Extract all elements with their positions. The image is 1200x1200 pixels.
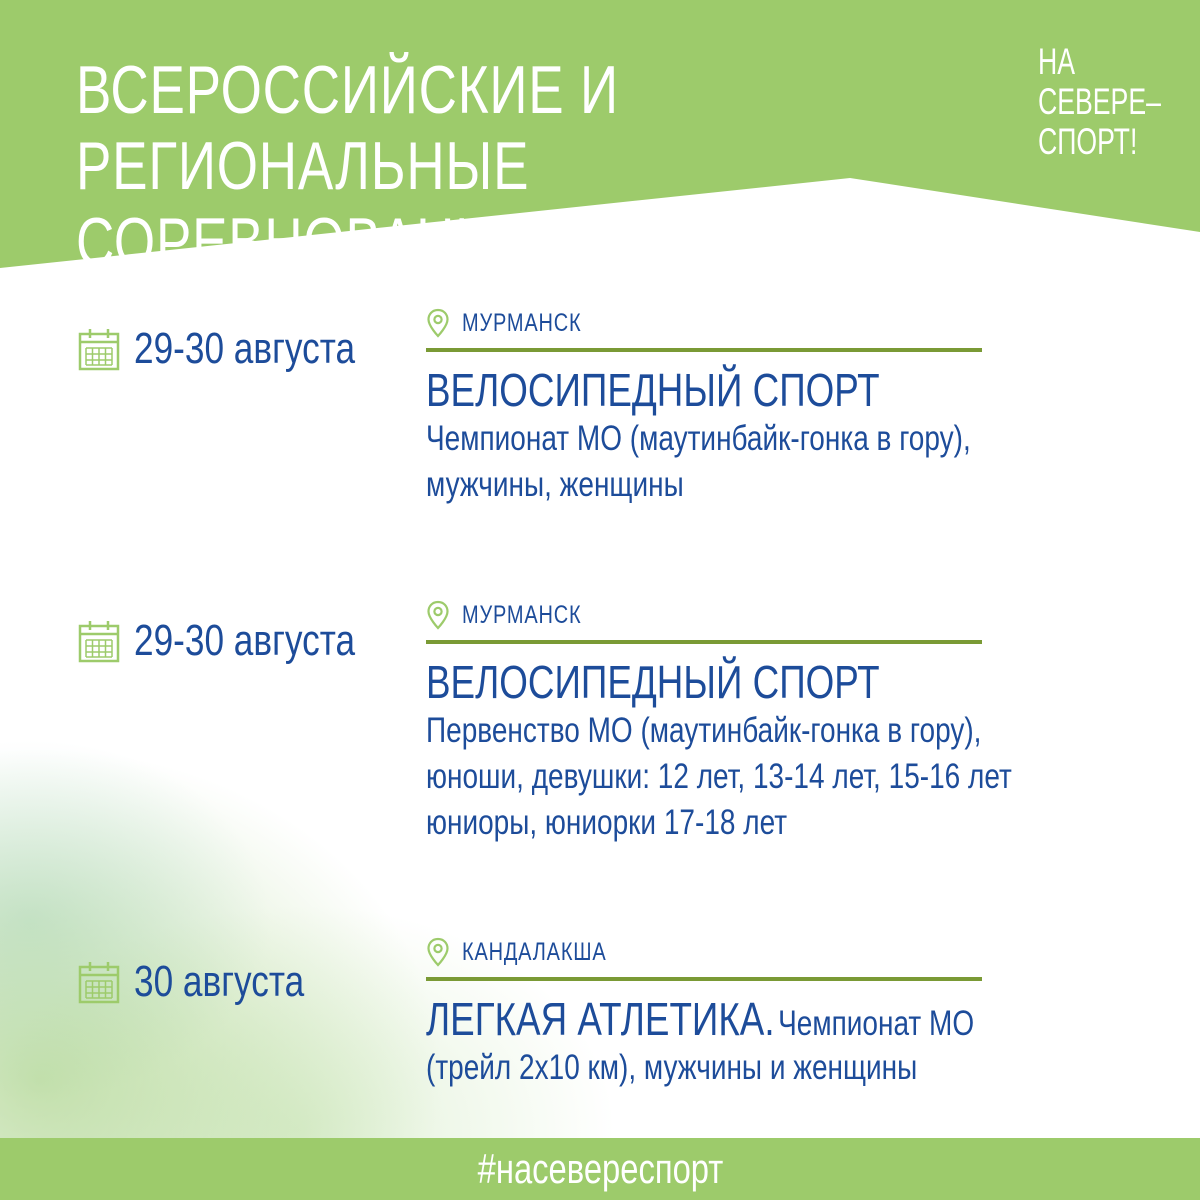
brand-logo-line-3: СПОРТ! bbox=[1038, 121, 1138, 162]
page-title-line-1: ВСЕРОССИЙСКИЕ И РЕГИОНАЛЬНЫЕ bbox=[76, 52, 619, 204]
event-details bbox=[426, 708, 1012, 846]
event-details-line: Первенство МО (маутинбайк-гонка в гору), bbox=[426, 711, 982, 750]
event-location-text: МУРМАНСК bbox=[462, 600, 582, 629]
event-location bbox=[426, 935, 1066, 969]
event-date-text: 29-30 августа bbox=[134, 616, 356, 665]
event-details-line: мужчины, женщины bbox=[426, 465, 684, 504]
calendar-icon bbox=[78, 619, 120, 663]
location-pin-icon bbox=[426, 600, 450, 630]
event-details-line: (трейл 2х10 км), мужчины и женщины bbox=[426, 1048, 918, 1087]
event-details-line: юниоры, юниорки 17-18 лет bbox=[426, 803, 788, 842]
event-location bbox=[426, 598, 1066, 632]
footer-hashtag: #насевереспорт bbox=[477, 1145, 723, 1192]
location-pin-icon bbox=[426, 308, 450, 338]
event-sport: ВЕЛОСИПЕДНЫЙ СПОРТ bbox=[426, 656, 880, 708]
page-title-line-2: СОРЕВНОВАНИЯ bbox=[76, 204, 534, 280]
calendar-icon bbox=[78, 960, 120, 1004]
event-date bbox=[78, 324, 410, 374]
brand-logo-line-1: НА bbox=[1038, 41, 1076, 82]
calendar-icon bbox=[78, 327, 120, 371]
divider bbox=[426, 977, 982, 981]
event-sport: ЛЕГКАЯ АТЛЕТИКА. bbox=[426, 993, 775, 1045]
event-details-line: Чемпионат МО (маутинбайк-гонка в гору), bbox=[426, 419, 971, 458]
brand-logo bbox=[1038, 41, 1161, 162]
divider bbox=[426, 348, 982, 352]
event-details bbox=[426, 416, 971, 508]
brand-logo-line-2: СЕВЕРЕ– bbox=[1038, 81, 1161, 122]
page-title bbox=[76, 52, 794, 280]
location-pin-icon bbox=[426, 937, 450, 967]
event-location-text: КАНДАЛАКША bbox=[462, 937, 607, 966]
event-details-line: Чемпионат МО bbox=[778, 1004, 975, 1043]
event-date bbox=[78, 616, 410, 666]
event-details bbox=[426, 993, 975, 1091]
event-date-text: 29-30 августа bbox=[134, 324, 356, 373]
event-location-text: МУРМАНСК bbox=[462, 308, 582, 337]
event-info bbox=[426, 598, 1066, 846]
event-info bbox=[426, 935, 1066, 1091]
footer-band bbox=[0, 1138, 1200, 1200]
event-info bbox=[426, 306, 1066, 508]
event-details-line: юноши, девушки: 12 лет, 13-14 лет, 15-16 лет bbox=[426, 757, 1012, 796]
event-sport: ВЕЛОСИПЕДНЫЙ СПОРТ bbox=[426, 364, 880, 416]
event-date-text: 30 августа bbox=[134, 957, 305, 1006]
event-location bbox=[426, 306, 1066, 340]
event-date bbox=[78, 957, 347, 1007]
divider bbox=[426, 640, 982, 644]
